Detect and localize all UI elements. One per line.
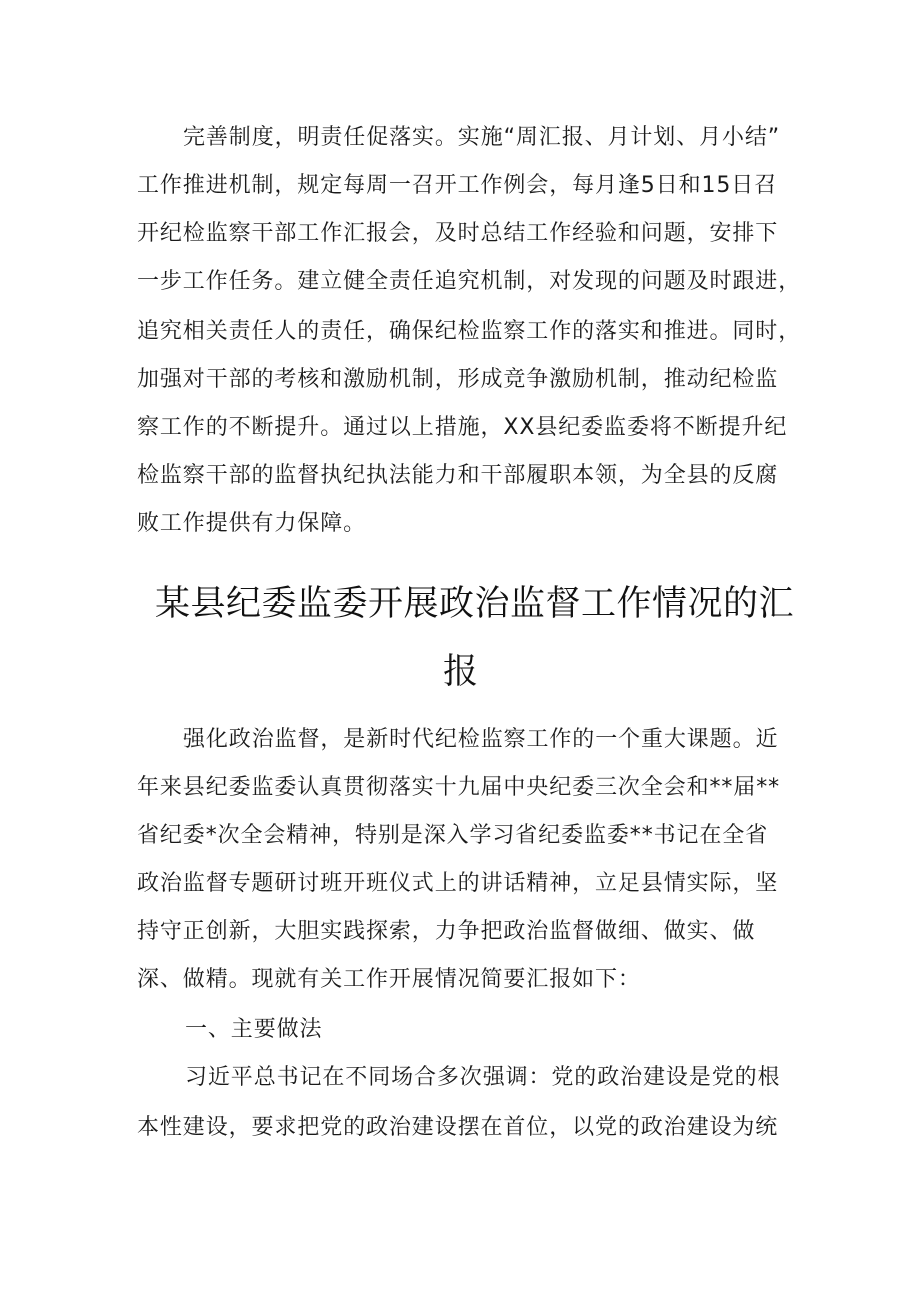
section-heading: 一、主要做法 bbox=[185, 1017, 323, 1042]
paragraph-line: 一步工作任务。建立健全责任追究机制，对发现的问题及时跟进， bbox=[137, 269, 802, 294]
paragraph-line: 追究相关责任人的责任，确保纪检监察工作的落实和推进。同时， bbox=[137, 319, 802, 344]
paragraph-line: 开纪检监察干部工作汇报会，及时总结工作经验和问题，安排下 bbox=[137, 221, 779, 246]
paragraph-line: 完善制度，明责任促落实。实施“周汇报、月计划、月小结” bbox=[183, 125, 781, 150]
paragraph-line: 政治监督专题研讨班开班仪式上的讲话精神，立足县情实际，坚 bbox=[137, 871, 779, 896]
paragraph-line: 工作推进机制，规定每周一召开工作例会，每月逢5日和15日召 bbox=[137, 173, 778, 198]
paragraph-line: 败工作提供有力保障。 bbox=[137, 511, 367, 536]
paragraph-line: 习近平总书记在不同场合多次强调：党的政治建设是党的根 bbox=[185, 1065, 781, 1090]
document-title-continued: 报 bbox=[443, 652, 479, 692]
paragraph-line: 省纪委*次全会精神，特别是深入学习省纪委监委**书记在全省 bbox=[137, 823, 769, 848]
paragraph-line: 年来县纪委监委认真贯彻落实十九届中央纪委三次全会和**届** bbox=[137, 775, 781, 800]
paragraph-line: 本性建设，要求把党的政治建设摆在首位，以党的政治建设为统 bbox=[137, 1115, 779, 1140]
paragraph-line: 检监察干部的监督执纪执法能力和干部履职本领，为全县的反腐 bbox=[137, 463, 779, 488]
document-title: 某县纪委监委开展政治监督工作情况的汇 bbox=[155, 584, 795, 624]
paragraph-line: 强化政治监督，是新时代纪检监察工作的一个重大课题。近 bbox=[183, 727, 779, 752]
paragraph-line: 深、做精。现就有关工作开展情况简要汇报如下： bbox=[137, 967, 641, 992]
paragraph-line: 持守正创新，大胆实践探索，力争把政治监督做细、做实、做 bbox=[137, 919, 756, 944]
paragraph-line: 加强对干部的考核和激励机制，形成竞争激励机制，推动纪检监 bbox=[137, 367, 779, 392]
paragraph-line: 察工作的不断提升。通过以上措施，XX县纪委监委将不断提升纪 bbox=[137, 415, 788, 440]
